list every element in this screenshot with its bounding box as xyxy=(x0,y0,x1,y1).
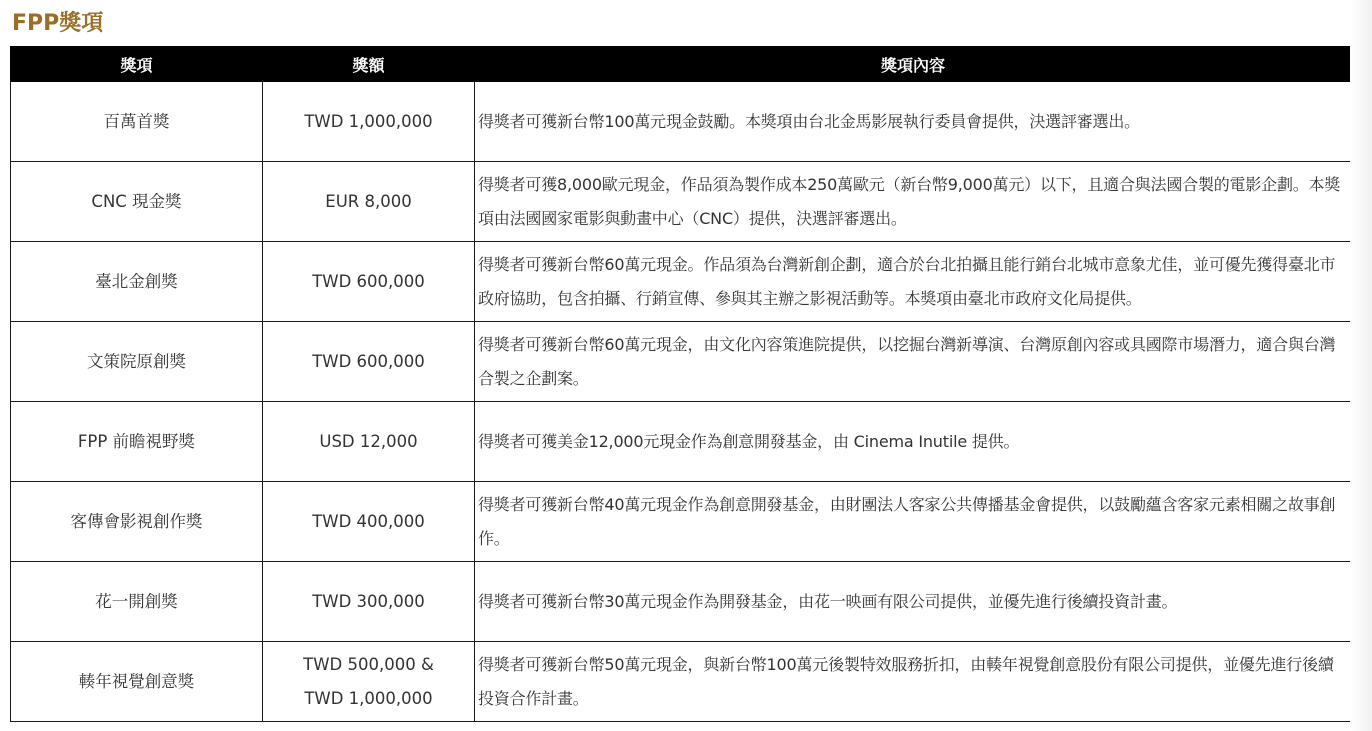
amount-line: TWD 500,000 & xyxy=(303,654,434,674)
award-amount xyxy=(263,562,475,642)
header-description: 獎項內容 xyxy=(475,47,1352,82)
award-amount xyxy=(263,402,475,482)
table-row xyxy=(11,162,1352,242)
amount-line: TWD 400,000 xyxy=(312,511,425,531)
amount-line: EUR 8,000 xyxy=(325,191,412,211)
amount-line: TWD 600,000 xyxy=(312,351,425,371)
table-row xyxy=(11,242,1352,322)
amount-line: TWD 300,000 xyxy=(312,591,425,611)
award-description: 得獎者可獲新台幣40萬元現金作為創意開發基金，由財團法人客家公共傳播基金會提供，以鼓勵蘊含客家元素相關之故事創作。 xyxy=(475,482,1352,562)
award-amount xyxy=(263,162,475,242)
award-amount xyxy=(263,482,475,562)
header-award: 獎項 xyxy=(11,47,263,82)
table-header-row xyxy=(11,47,1352,82)
award-name: 輳年視覺創意獎 xyxy=(11,642,263,722)
award-name: 文策院原創獎 xyxy=(11,322,263,402)
award-name: 百萬首獎 xyxy=(11,82,263,162)
award-amount xyxy=(263,242,475,322)
award-description: 得獎者可獲新台幣100萬元現金鼓勵。本獎項由台北金馬影展執行委員會提供，決選評審選出。 xyxy=(475,82,1352,162)
award-description: 得獎者可獲8,000歐元現金，作品須為製作成本250萬歐元（新台幣9,000萬元）以下，且適合與法國合製的電影企劃。本獎項由法國國家電影與動畫中心（CNC）提供，決選評審選出。 xyxy=(475,162,1352,242)
page-edge-shadow xyxy=(1350,0,1372,731)
amount-line: TWD 1,000,000 xyxy=(304,111,433,131)
award-description: 得獎者可獲新台幣30萬元現金作為開發基金，由花一映画有限公司提供，並優先進行後續投資計畫。 xyxy=(475,562,1352,642)
award-amount xyxy=(263,642,475,722)
award-amount xyxy=(263,82,475,162)
table-row xyxy=(11,402,1352,482)
award-name: 花一開創獎 xyxy=(11,562,263,642)
table-row xyxy=(11,642,1352,722)
award-description: 得獎者可獲新台幣60萬元現金。作品須為台灣新創企劃，適合於台北拍攝且能行銷台北城市意象尤佳，並可優先獲得臺北市政府協助，包含拍攝、行銷宣傳、參與其主辦之影視活動等。本獎項由臺北市政府文化局提供。 xyxy=(475,242,1352,322)
award-description: 得獎者可獲美金12,000元現金作為創意開發基金，由 Cinema Inutile 提供。 xyxy=(475,402,1352,482)
table-row xyxy=(11,82,1352,162)
award-amount xyxy=(263,322,475,402)
table-row xyxy=(11,562,1352,642)
award-description: 得獎者可獲新台幣50萬元現金，與新台幣100萬元後製特效服務折扣，由輳年視覺創意股份有限公司提供，並優先進行後續投資合作計畫。 xyxy=(475,642,1352,722)
awards-table xyxy=(10,46,1352,722)
award-name: 客傳會影視創作獎 xyxy=(11,482,263,562)
award-name: 臺北金創獎 xyxy=(11,242,263,322)
header-amount: 獎額 xyxy=(263,47,475,82)
amount-line: TWD 1,000,000 xyxy=(304,688,433,708)
page-title: FPP獎項 xyxy=(12,11,104,36)
award-description: 得獎者可獲新台幣60萬元現金，由文化內容策進院提供，以挖掘台灣新導演、台灣原創內容或具國際市場潛力，適合與台灣合製之企劃案。 xyxy=(475,322,1352,402)
table-row xyxy=(11,482,1352,562)
amount-line: TWD 600,000 xyxy=(312,271,425,291)
table-row xyxy=(11,322,1352,402)
award-name: CNC 現金獎 xyxy=(11,162,263,242)
amount-line: USD 12,000 xyxy=(319,431,418,451)
award-name: FPP 前瞻視野獎 xyxy=(11,402,263,482)
